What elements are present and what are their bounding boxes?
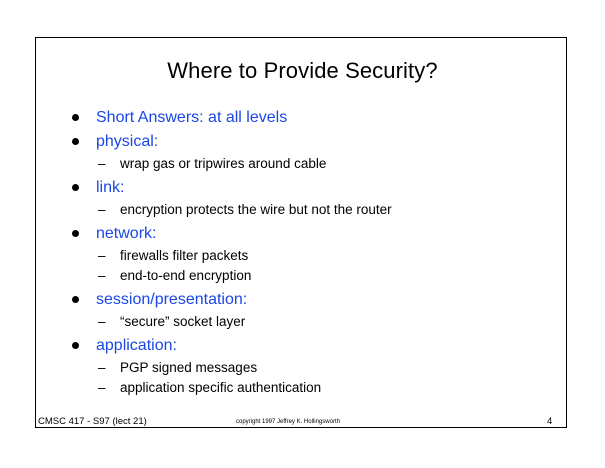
bullet-dot-icon xyxy=(72,230,79,237)
sub-list xyxy=(96,200,392,222)
sub-item-text: wrap gas or tripwires around cable xyxy=(120,156,327,171)
sub-item-text: end-to-end encryption xyxy=(120,268,252,283)
bullet-label: application: xyxy=(96,337,177,354)
footer-course: CMSC 417 - S97 (lect 21) xyxy=(38,416,147,427)
sub-list xyxy=(96,358,392,400)
page-number: 4 xyxy=(547,416,553,427)
footer-copyright: copyright 1997 Jeffrey K. Hollingsworth xyxy=(236,419,340,425)
sub-item-text: application specific authentication xyxy=(120,380,322,395)
bullet-item xyxy=(72,106,392,130)
bullet-label: Short Answers: at all levels xyxy=(96,109,288,126)
bullet-label: session/presentation: xyxy=(96,291,248,308)
bullet-item xyxy=(72,222,392,288)
dash-icon: – xyxy=(98,380,106,395)
bullet-item xyxy=(72,176,392,222)
slide-title: Where to Provide Security? xyxy=(167,58,438,83)
dash-icon: – xyxy=(98,156,106,171)
dash-icon: – xyxy=(98,248,106,263)
sub-item xyxy=(98,246,392,266)
bullet-label: link: xyxy=(96,179,125,196)
sub-item-text: encryption protects the wire but not the router xyxy=(120,202,392,217)
sub-item xyxy=(98,154,392,174)
bullet-dot-icon xyxy=(72,138,79,145)
sub-item xyxy=(98,358,392,378)
sub-list xyxy=(96,312,392,334)
dash-icon: – xyxy=(98,268,106,283)
bullet-label: network: xyxy=(96,225,157,242)
sub-item-text: firewalls filter packets xyxy=(120,248,249,263)
dash-icon: – xyxy=(98,360,106,375)
sub-item xyxy=(98,312,392,332)
sub-item xyxy=(98,200,392,220)
sub-list xyxy=(96,246,392,288)
dash-icon: – xyxy=(98,202,106,217)
bullet-item xyxy=(72,334,392,400)
bullet-item xyxy=(72,130,392,176)
bullet-dot-icon xyxy=(72,184,79,191)
bullet-label: physical: xyxy=(96,133,159,150)
dash-icon: – xyxy=(98,314,106,329)
sub-list xyxy=(96,154,392,176)
bullet-dot-icon xyxy=(72,114,79,121)
bullet-dot-icon xyxy=(72,296,79,303)
bullet-list xyxy=(72,106,392,400)
sub-item xyxy=(98,378,392,398)
sub-item xyxy=(98,266,392,286)
bullet-dot-icon xyxy=(72,342,79,349)
sub-item-text: PGP signed messages xyxy=(120,360,258,375)
bullet-item xyxy=(72,288,392,334)
sub-item-text: “secure” socket layer xyxy=(120,314,246,329)
